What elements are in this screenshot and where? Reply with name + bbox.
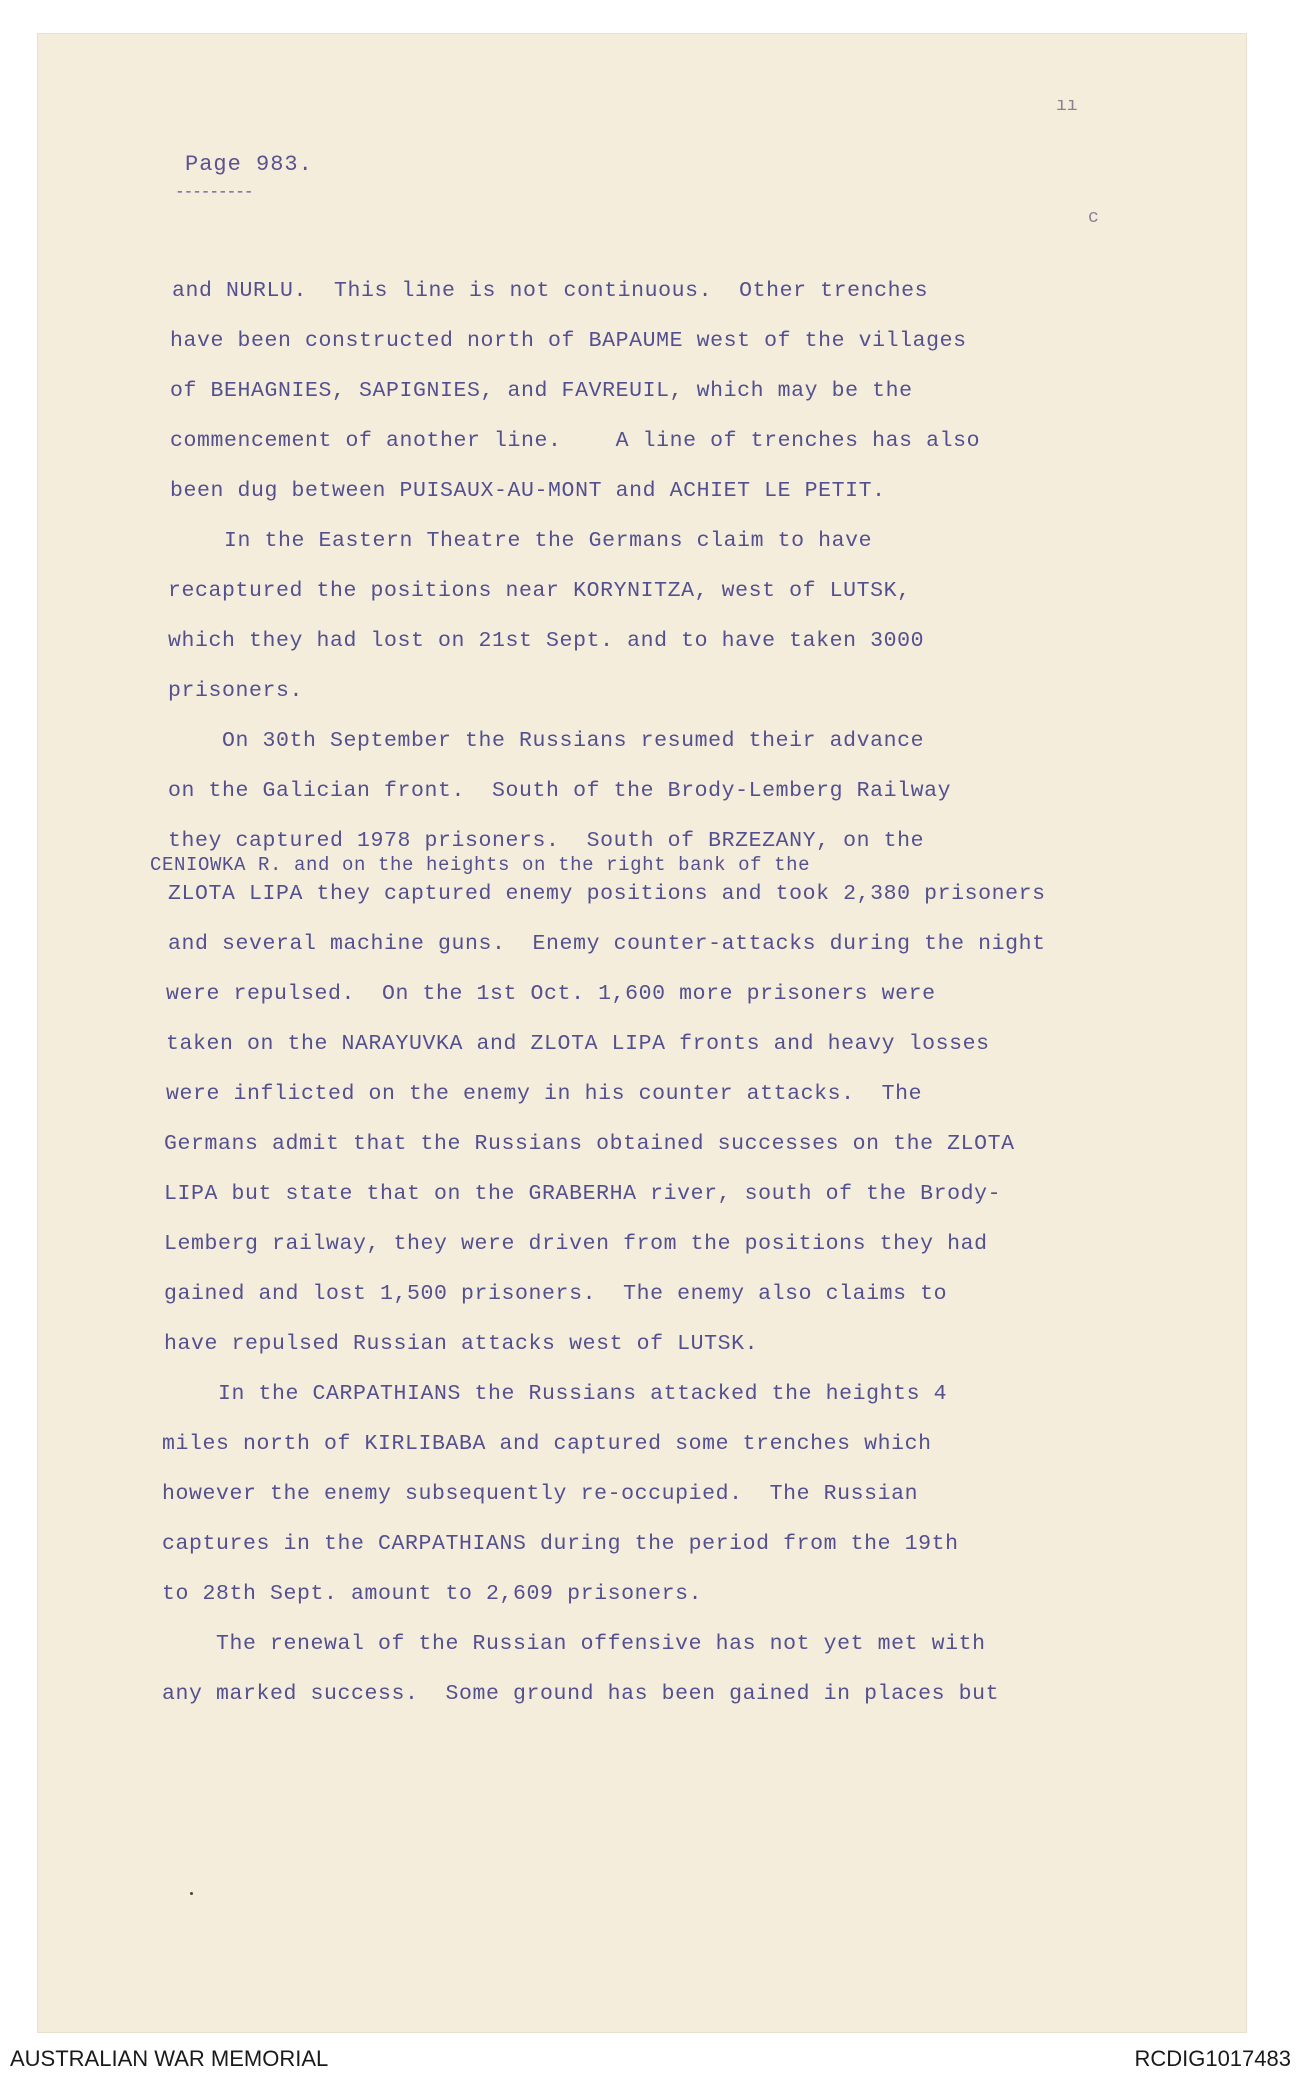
text-line: which they had lost on 21st Sept. and to have taken 3000 <box>168 629 925 653</box>
text-line: been dug between PUISAUX-AU-MONT and ACHIET LE PETIT. <box>170 479 886 503</box>
text-line: captures in the CARPATHIANS during the period from the 19th <box>162 1532 959 1556</box>
text-line: recaptured the positions near KORYNITZA, west of LUTSK, <box>168 579 911 603</box>
text-line: Lemberg railway, they were driven from the positions they had <box>164 1232 988 1256</box>
text-line: In the Eastern Theatre the Germans claim to have <box>170 529 873 553</box>
record-id: RCDIG1017483 <box>1134 2046 1291 2071</box>
text-line: any marked success. Some ground has been gained in places but <box>162 1682 1000 1706</box>
text-line: commencement of another line. A line of trenches has also <box>170 429 981 453</box>
heading-underline: --------- <box>175 183 253 201</box>
text-line: LIPA but state that on the GRABERHA river, south of the Brody- <box>164 1182 1002 1206</box>
text-line: and several machine guns. Enemy counter-attacks during the night <box>168 932 1046 956</box>
institution-credit: AUSTRALIAN WAR MEMORIAL <box>10 2046 329 2071</box>
text-line-inserted: CENIOWKA R. and on the heights on the right bank of the <box>150 854 811 876</box>
text-line: taken on the NARAYUVKA and ZLOTA LIPA fronts and heavy losses <box>166 1032 990 1056</box>
text-line: prisoners. <box>168 679 304 703</box>
text-line: gained and lost 1,500 prisoners. The enemy also claims to <box>164 1282 948 1306</box>
margin-mark: ıı <box>1056 96 1078 116</box>
text-line: however the enemy subsequently re-occupied. The Russian <box>162 1482 919 1506</box>
page-number-heading: Page 983. <box>185 152 313 177</box>
text-line: On 30th September the Russians resumed their advance <box>168 729 925 753</box>
text-line: Germans admit that the Russians obtained successes on the ZLOTA <box>164 1132 1015 1156</box>
text-line: to 28th Sept. amount to 2,609 prisoners. <box>162 1582 703 1606</box>
margin-mark: c <box>1088 208 1099 228</box>
text-line: miles north of KIRLIBABA and captured some trenches which <box>162 1432 932 1456</box>
text-line: of BEHAGNIES, SAPIGNIES, and FAVREUIL, which may be the <box>170 379 913 403</box>
text-line: The renewal of the Russian offensive has not yet met with <box>162 1632 986 1656</box>
text-line: have been constructed north of BAPAUME west of the villages <box>170 329 967 353</box>
text-line: were repulsed. On the 1st Oct. 1,600 more prisoners were <box>166 982 936 1006</box>
text-line: ZLOTA LIPA they captured enemy positions and took 2,380 prisoners <box>168 882 1046 906</box>
text-line: have repulsed Russian attacks west of LUTSK. <box>164 1332 759 1356</box>
page-speck <box>190 1892 193 1895</box>
text-line: they captured 1978 prisoners. South of BRZEZANY, on the <box>168 829 925 853</box>
text-line: In the CARPATHIANS the Russians attacked the heights 4 <box>164 1382 948 1406</box>
text-line: were inflicted on the enemy in his counter attacks. The <box>166 1082 923 1106</box>
text-line: on the Galician front. South of the Brody-Lemberg Railway <box>168 779 952 803</box>
text-line: and NURLU. This line is not continuous. Other trenches <box>172 279 929 303</box>
